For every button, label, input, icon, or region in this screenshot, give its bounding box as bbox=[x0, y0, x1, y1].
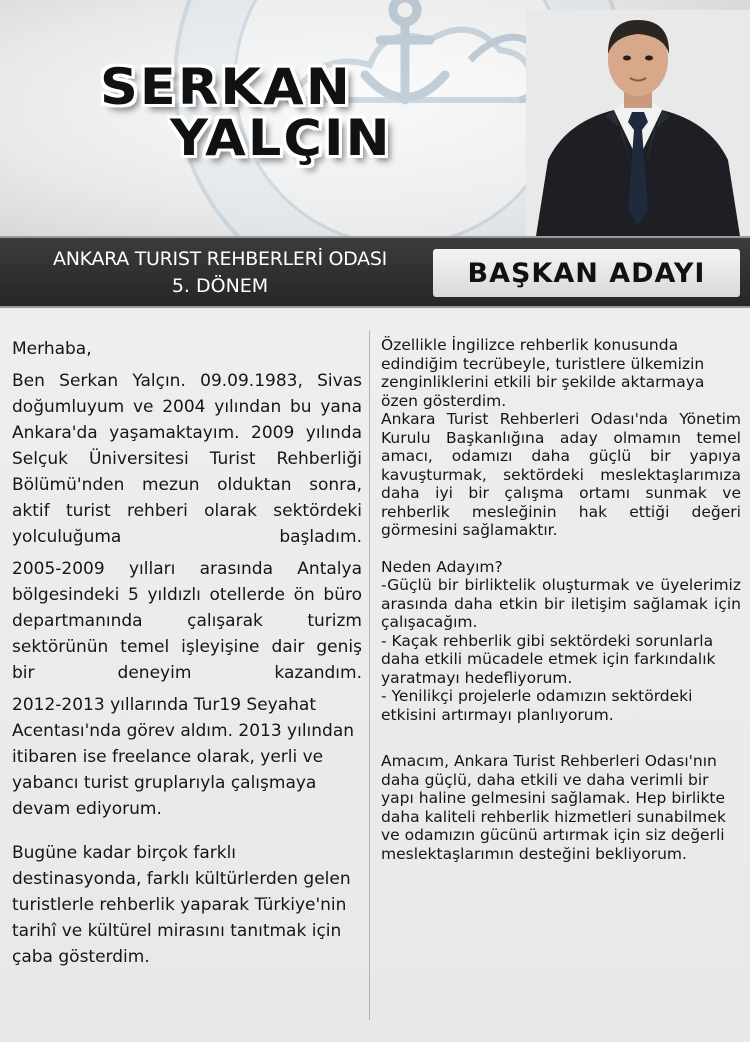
why-candidate-heading: Neden Adayım? bbox=[381, 557, 503, 576]
left-column bbox=[12, 336, 362, 970]
closing-paragraph: Amacım, Ankara Turist Rehberleri Odası'nın daha güçlü, daha etkili ve daha verimli bir yapı haline gelmesini sağlamak. Hep birlikte daha kaliteli rehberlik hizmetleri sunabilmek ve odamızın gücünü artırmak için siz değerli meslektaşlarımın desteğini bekliyorum. bbox=[381, 752, 726, 863]
greeting-paragraph: Merhaba, bbox=[12, 339, 92, 359]
goal-unity: -Güçlü bir birliktelik oluşturmak ve üyelerimiz arasında daha etkin bir iletişim sağlamak için çalışacağım. bbox=[381, 576, 741, 631]
agency-experience-paragraph: 2012-2013 yıllarında Tur19 Seyahat Acentası'nda görev aldım. 2013 yılından itibaren ise freelance olarak, yerli ve yabancı turist gruplarıyla çalışmaya devam ediyorum. bbox=[12, 695, 355, 819]
candidate-last-name: YALÇIN bbox=[170, 109, 392, 167]
poster-header bbox=[0, 0, 750, 236]
role-badge: BAŞKAN ADAYI bbox=[433, 249, 740, 297]
candidacy-aim-paragraph: Ankara Turist Rehberleri Odası'nda Yönetim Kurulu Başkanlığına aday olmamın temel amacı, odamızı daha güçlü bir yapıya kavuşturmak, sektördeki meslektaşlarımıza daha iyi bir çalışma ortamı sunmak ve rehberlik mesleğinin hak ettiği değeri görmesini sağlamaktır. bbox=[381, 410, 741, 539]
goal-innovation: - Yenilikçi projelerle odamızın sektördeki etkisini artırmayı planlıyorum. bbox=[381, 687, 693, 724]
title-banner bbox=[0, 236, 750, 308]
intro-paragraph: Ben Serkan Yalçın. 09.09.1983, Sivas doğumluyum ve 2004 yılından bu yana Ankara'da yaşamaktayım. 2009 yılında Selçuk Üniversitesi Turist Rehberliği Bölümü'nden mezun olduktan sonra, aktif turist rehberi olarak sektördeki yolculuğuma başladım. bbox=[12, 371, 362, 547]
english-guiding-paragraph: Özellikle İngilizce rehberlik konusunda edindiğim tecrübeyle, turistlere ülkemizin zenginliklerini etkili bir şekilde aktarmaya özen gösterdim. bbox=[381, 336, 705, 410]
column-divider bbox=[369, 330, 370, 1020]
hotel-experience-paragraph: 2005-2009 yılları arasında Antalya bölgesindeki 5 yıldızlı otellerde ön büro departmanında çalışarak turizm sektörünün temel işleyişine dair geniş bir deneyim kazandım. bbox=[12, 559, 362, 683]
candidate-portrait bbox=[526, 10, 750, 236]
organization-name: ANKARA TURIST REHBERLERİ ODASI bbox=[53, 248, 387, 270]
goal-illegal-guiding: - Kaçak rehberlik gibi sektördeki sorunlarla daha etkili mücadele etmek için farkındalık yaratmayı hedefliyorum. bbox=[381, 631, 716, 687]
right-column bbox=[381, 336, 741, 863]
biography-content bbox=[0, 310, 750, 1042]
candidate-first-name: SERKAN bbox=[100, 58, 352, 116]
guiding-experience-paragraph: Bugüne kadar birçok farklı destinasyonda, farklı kültürlerden gelen turistlerle rehberlik yaparak Türkiye'nin tarihî ve kültürel mirasını tanıtmak için çaba gösterdim. bbox=[12, 843, 351, 967]
term-label: 5. DÖNEM bbox=[171, 275, 269, 297]
